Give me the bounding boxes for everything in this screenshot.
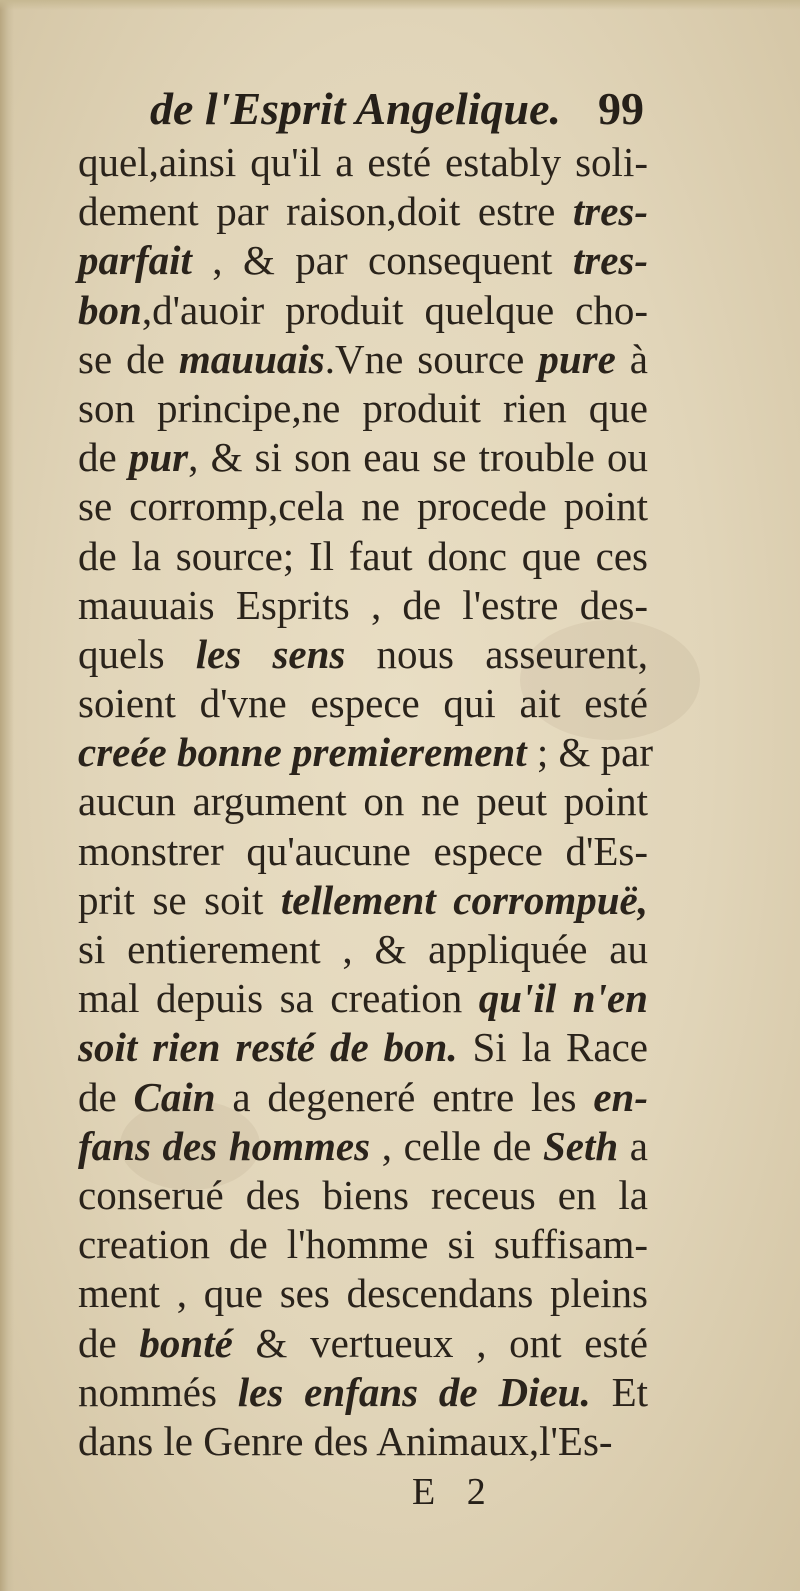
text-line (78, 777, 648, 826)
italic-text: les enfans de Dieu. (237, 1368, 591, 1415)
roman-text: de (78, 434, 129, 481)
italic-text: pure (538, 335, 616, 382)
text-line (78, 433, 648, 482)
roman-text: son principe,ne produit rien que (78, 384, 648, 431)
text-line (78, 630, 648, 679)
roman-text: creation de l'homme si suffisam- (78, 1221, 648, 1268)
page-gutter-edge (0, 0, 14, 1591)
italic-text: tellement corrompuë, (280, 876, 648, 923)
italic-text: bonté (139, 1319, 233, 1366)
text-line (78, 335, 648, 384)
roman-text: soient d'vne espece qui ait esté (78, 680, 648, 727)
text-line (78, 679, 648, 728)
text-line (78, 187, 648, 236)
text-line (78, 1122, 648, 1171)
text-line (78, 1269, 648, 1318)
roman-text: quels (78, 630, 196, 677)
italic-text: Seth (542, 1122, 619, 1169)
roman-text: ,d'auoir produit quelque cho- (141, 286, 648, 333)
text-line (78, 532, 648, 581)
text-line (78, 925, 648, 974)
italic-text: pur (128, 434, 189, 481)
roman-text: à (615, 335, 649, 382)
text-line (78, 1417, 648, 1466)
roman-text: de (78, 1073, 134, 1120)
text-line (78, 236, 648, 285)
roman-text: Si la Race (457, 1024, 648, 1071)
page-top-edge (0, 0, 800, 10)
roman-text: & vertueux , ont esté (232, 1319, 649, 1366)
roman-text: , & si son eau se trouble ou (188, 434, 648, 481)
text-line (78, 1073, 648, 1122)
text-line (78, 876, 648, 925)
text-line (78, 581, 648, 630)
roman-text: se corromp,cela ne procede point (78, 483, 648, 530)
text-line (78, 384, 648, 433)
page-header (150, 82, 670, 142)
roman-text: nous asseurent, (345, 630, 648, 677)
italic-text: qu'il n'en (478, 975, 648, 1022)
italic-text: fans des hommes (78, 1122, 371, 1169)
roman-text: monstrer qu'aucune espece d'Es- (78, 827, 648, 874)
text-line (78, 1368, 648, 1417)
roman-text: nommés (78, 1368, 238, 1415)
italic-text: parfait (78, 237, 192, 284)
roman-text: conserué des biens receus en la (78, 1171, 648, 1218)
text-line (78, 1171, 648, 1220)
italic-text: mauuais (178, 335, 325, 382)
roman-text: Et (590, 1368, 648, 1415)
roman-text: quel,ainsi qu'il a esté estably soli- (78, 139, 648, 185)
roman-text: ; & par (526, 729, 654, 776)
roman-text: dement par raison,doit estre (78, 188, 573, 235)
roman-text: se de (78, 335, 179, 382)
roman-text: si entierement , & appliquée au (78, 926, 648, 972)
italic-text: Cain (133, 1073, 216, 1120)
roman-text: , & par consequent (191, 237, 573, 284)
roman-text: de la source; Il faut donc que ces (78, 532, 648, 579)
text-line (78, 286, 648, 335)
text-line (78, 1319, 648, 1368)
roman-text: a (618, 1122, 648, 1169)
italic-text: bon (78, 286, 142, 333)
italic-text: tres- (572, 188, 648, 235)
roman-text: , celle de (370, 1122, 543, 1169)
roman-text: a degeneré entre les (215, 1073, 594, 1120)
signature-mark: E 2 (412, 1471, 486, 1513)
body-text (78, 138, 654, 1466)
text-line (78, 1220, 648, 1269)
roman-text: mauuais Esprits , de l'estre des- (78, 581, 648, 628)
text-line (78, 728, 654, 777)
italic-text: soit rien resté de bon. (78, 1024, 458, 1071)
text-line (78, 1023, 648, 1072)
text-line (78, 827, 648, 876)
roman-text: de (78, 1319, 140, 1366)
roman-text: ment , que ses descendans pleins (78, 1270, 648, 1317)
roman-text: aucun argument on ne peut point (78, 778, 648, 825)
roman-text: .Vne source (324, 335, 539, 382)
italic-text: les sens (195, 630, 346, 677)
text-line (78, 138, 648, 187)
italic-text: tres- (572, 237, 648, 284)
text-line (78, 482, 648, 531)
page-number: 99 (598, 83, 644, 134)
roman-text: prit se soit (78, 876, 281, 923)
italic-text: en- (593, 1073, 648, 1120)
roman-text: dans le Genre des Animaux,l'Es- (78, 1417, 613, 1464)
text-line (78, 974, 648, 1023)
italic-text: creée bonne premierement (78, 729, 527, 776)
roman-text: mal depuis sa creation (78, 975, 479, 1022)
running-title: de l'Esprit Angelique. (150, 83, 562, 134)
